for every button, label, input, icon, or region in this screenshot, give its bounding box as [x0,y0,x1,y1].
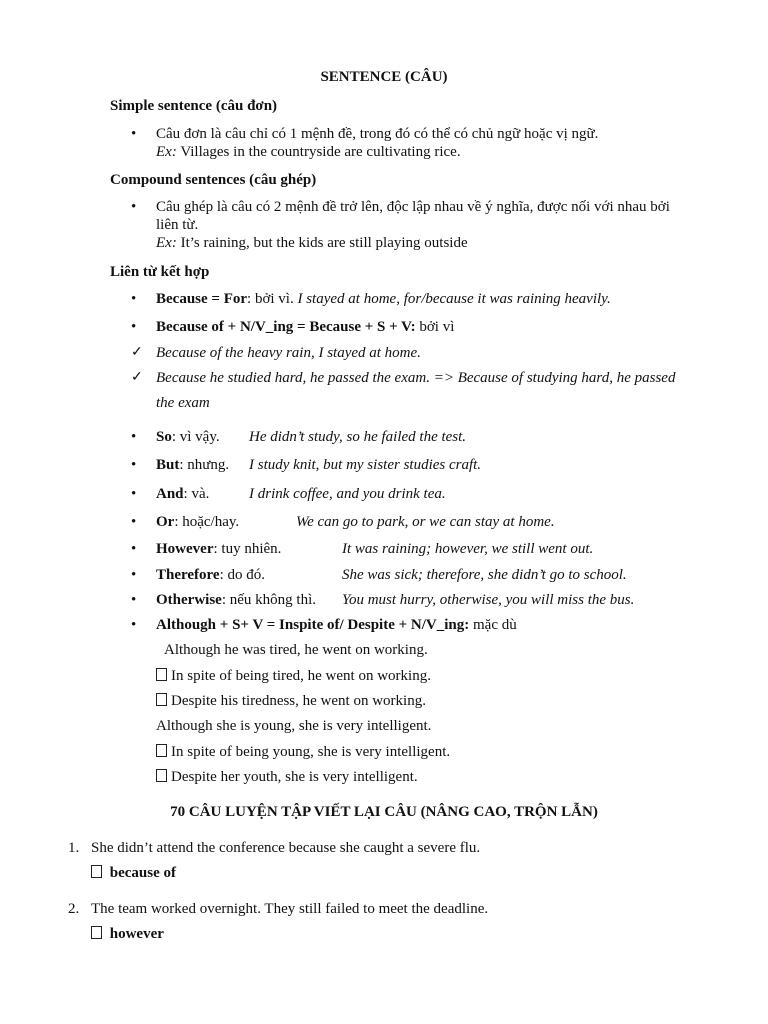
term: So [156,429,172,445]
term: But [156,457,180,473]
hint-text: because of [109,865,176,881]
placeholder-box-icon [156,693,167,706]
simple-example [156,143,461,161]
example-text: In spite of being young, she is very intelligent. [171,744,451,760]
term: Otherwise [156,592,222,608]
bullet: • [131,199,137,215]
simple-definition: Câu đơn là câu chỉ có 1 mệnh đề, trong đó có thể có chủ ngữ hoặc vị ngữ. [156,126,599,142]
question-hint [91,925,164,943]
although-example-1: Although he was tired, he went on working. [164,642,428,658]
or-item [156,513,239,531]
bullet: • [131,126,137,142]
and-example: I drink coffee, and you drink tea. [249,486,446,502]
question-number: 1. [68,840,80,856]
meaning: : hoặc/hay. [174,514,240,530]
example-text: Despite her youth, she is very intelligent. [171,769,418,785]
term: Therefore [156,567,220,583]
meaning: : và. [183,486,210,502]
otherwise-example: You must hurry, otherwise, you will miss the bus. [342,592,635,608]
because-of-example-1: Because of the heavy rain, I stayed at home. [156,345,421,361]
compound-example [156,234,468,252]
question-sentence: She didn’t attend the conference because she caught a severe flu. [91,840,481,856]
term: However [156,541,214,557]
example-label: Ex: [156,144,177,160]
otherwise-item [156,591,316,609]
however-example: It was raining; however, we still went out. [342,541,594,557]
meaning: mặc dù [473,617,517,633]
meaning: : nếu không thì. [221,592,316,608]
term: Because = For [156,291,248,307]
although-item [156,616,517,634]
although-example-2 [156,667,431,685]
meaning: : tuy nhiên. [213,541,282,557]
so-example: He didn’t study, so he failed the test. [249,429,467,445]
therefore-item [156,566,265,584]
bullet: • [131,617,137,633]
although-example-5 [156,743,450,761]
placeholder-box-icon [91,926,102,939]
meaning: : nhưng. [179,457,230,473]
term: Although + S+ V = Inspite of/ Despite + N/V_ing: [156,617,470,633]
hint-text: however [109,926,164,942]
compound-definition-line1: Câu ghép là câu có 2 mệnh đề trở lên, độc lập nhau về ý nghĩa, được nối với nhau bởi [156,199,670,215]
example: I stayed at home, for/because it was raining heavily. [297,291,611,307]
bullet: • [131,319,137,335]
so-item [156,428,220,446]
check-icon: ✓ [131,370,143,385]
bullet: • [131,567,137,583]
bullet: • [131,592,137,608]
because-of-example-2-line1: Because he studied hard, he passed the exam. => Because of studying hard, he passed [156,370,676,386]
example-text: It’s raining, but the kids are still playing outside [180,235,468,251]
practice-heading: 70 CÂU LUYỆN TẬP VIẾT LẠI CÂU (NÂNG CAO, TRỘN LẪN) [170,804,598,820]
placeholder-box-icon [156,744,167,757]
term: Because of + N/V_ing = Because + S + V: [156,319,416,335]
although-example-3 [156,692,426,710]
however-item [156,540,281,558]
placeholder-box-icon [91,865,102,878]
simple-heading: Simple sentence (câu đơn) [110,98,278,114]
bullet: • [131,291,137,307]
question-sentence: The team worked overnight. They still failed to meet the deadline. [91,901,489,917]
bullet: • [131,486,137,502]
compound-heading: Compound sentences (câu ghép) [110,172,317,188]
but-item [156,456,229,474]
compound-definition-line2: liên từ. [156,217,199,233]
bullet: • [131,541,137,557]
although-example-4: Although she is young, she is very intelligent. [156,718,432,734]
meaning: : vì vậy. [171,429,220,445]
bullet: • [131,457,137,473]
example-label: Ex: [156,235,177,251]
meaning: bởi vì [419,319,455,335]
conjunctions-heading: Liên từ kết hợp [110,264,210,280]
example-text: In spite of being tired, he went on working. [171,668,431,684]
example-text: Villages in the countryside are cultivating rice. [180,144,461,160]
and-item [156,485,209,503]
meaning: : bởi vì. [247,291,294,307]
bullet: • [131,429,137,445]
although-example-6 [156,768,418,786]
placeholder-box-icon [156,668,167,681]
or-example: We can go to park, or we can stay at home. [296,514,555,530]
because-of-example-2-line2: the exam [156,395,210,411]
term: Or [156,514,175,530]
because-for-item [156,290,611,308]
placeholder-box-icon [156,769,167,782]
bullet: • [131,514,137,530]
meaning: : do đó. [219,567,266,583]
term: And [156,486,184,502]
example-text: Despite his tiredness, he went on working. [171,693,426,709]
question-hint [91,864,176,882]
therefore-example: She was sick; therefore, she didn’t go to school. [342,567,627,583]
question-number: 2. [68,901,80,917]
because-of-item [156,318,454,336]
check-icon: ✓ [131,345,143,360]
but-example: I study knit, but my sister studies craft. [249,457,482,473]
page-title: SENTENCE (CÂU) [320,69,448,85]
